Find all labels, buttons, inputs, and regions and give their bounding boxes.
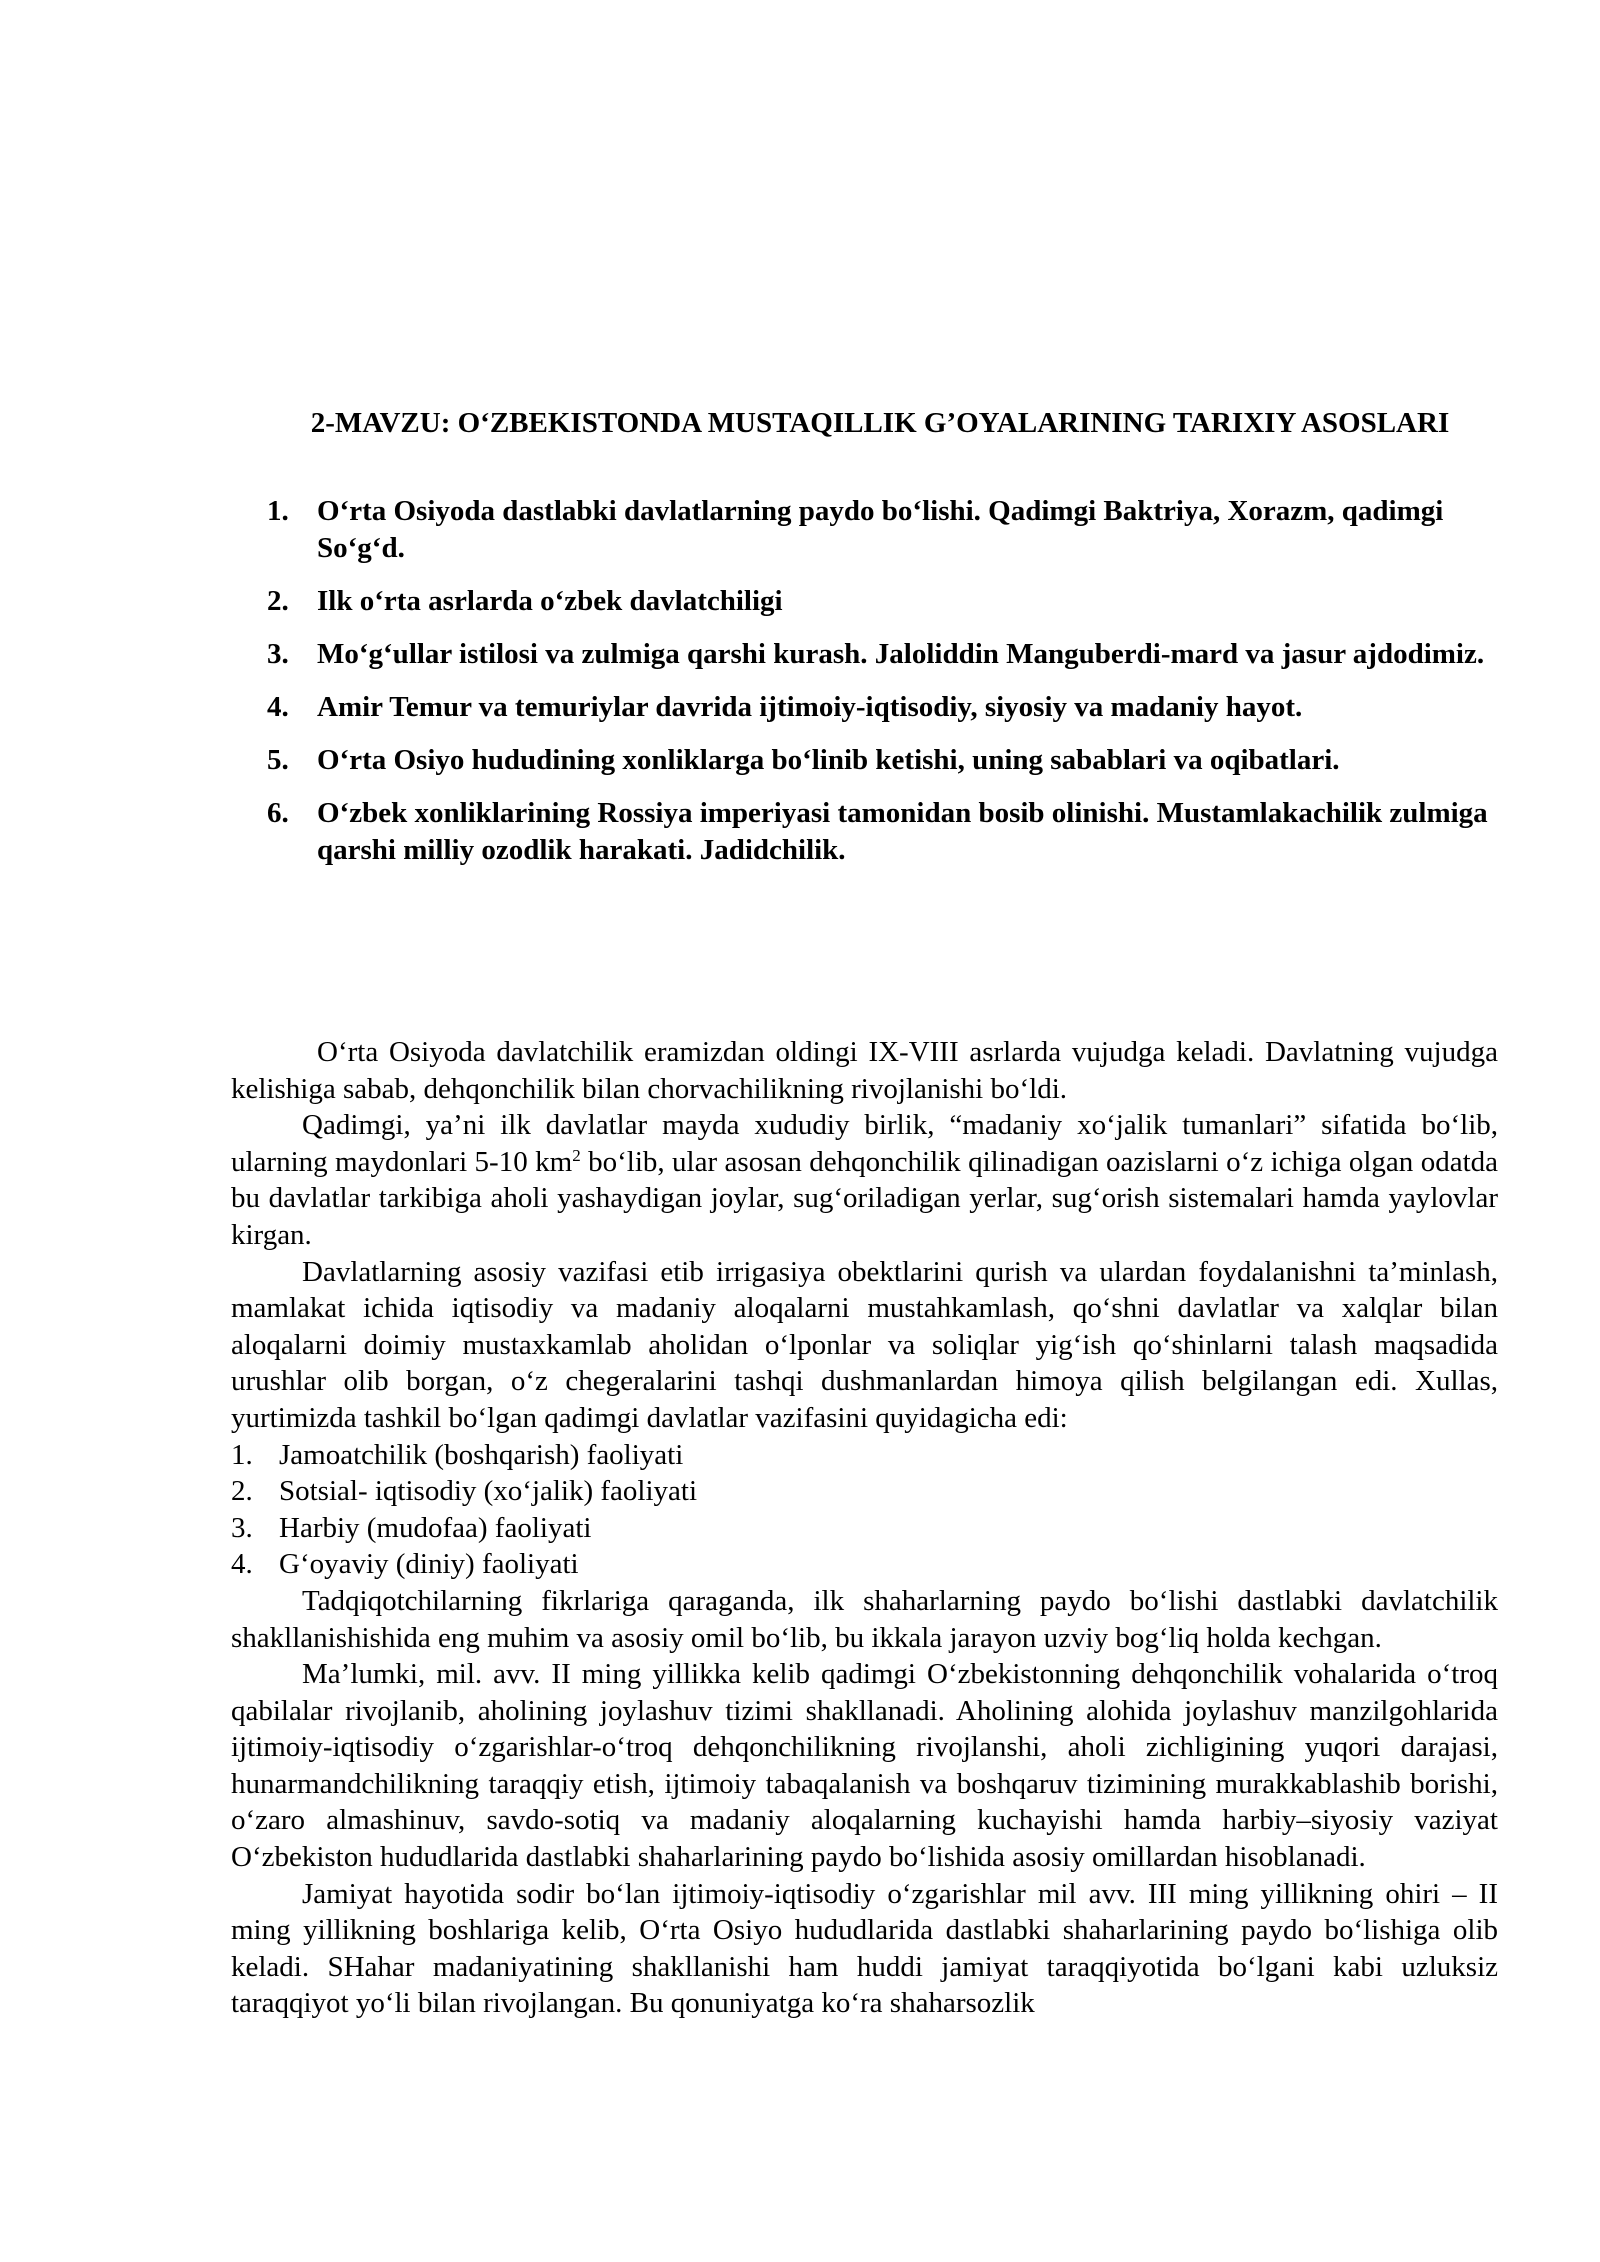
topic-item [250, 583, 1500, 620]
topic-list [250, 493, 1500, 885]
body-text [231, 1034, 1498, 2022]
topic-item [250, 795, 1500, 869]
topic-number: 4. [267, 691, 289, 723]
paragraph-text: bo‘lib, ular asosan dehqonchilik qilinadigan oazislarni o‘z ichiga olgan odatda bu davlatlar tarkibiga aholi yashaydigan joylar, sug‘oriladigan yerlar, sug‘orish sistemalari hamda yaylovlar kirgan. [231, 1145, 1498, 1251]
paragraph: O‘rta Osiyoda davlatchilik eramizdan oldingi IX-VIII asrlarda vujudga keladi. Davlatning vujudga kelishiga sabab, dehqonchilik bilan chorvachilikning rivojlanishi bo‘ldi. [231, 1036, 1498, 1105]
list-item [231, 1510, 1498, 1547]
topic-number: 5. [267, 744, 289, 776]
paragraph-text: Qadimgi, ya’ni ilk davlatlar mayda xududiy birlik, “madaniy xo‘jalik tumanlari” sifatida bo‘lib, ularning maydonlari 5-10 km [231, 1109, 1498, 1178]
list-number: 4. [231, 1548, 253, 1581]
paragraph [231, 1107, 1498, 1253]
list-text: Jamoatchilik (boshqarish) faoliyati [279, 1438, 684, 1471]
topic-item [250, 742, 1500, 779]
topic-text: Amir Temur va temuriylar davrida ijtimoiy-iqtisodiy, siyosiy va madaniy hayot. [317, 691, 1303, 723]
superscript: 2 [572, 1145, 581, 1165]
list-number: 3. [231, 1511, 253, 1544]
paragraph: Ma’lumki, mil. avv. II ming yillikka kelib qadimgi O‘zbekistonning dehqonchilik vohalarida o‘troq qabilalar rivojlanib, aholining joylashuv tizimi shakllanadi. Aholining alohida joylashuv manzilgohlarida ijtimoiy-iqtisodiy o‘zgarishlar-o‘troq dehqonchilikning rivojlanshi, aholi zichligining yuqori darajasi, hunarmandchilikning taraqqiy etish, ijtimoiy tabaqalanish va boshqaruv tizimining murakkablashib borishi, o‘zaro almashinuv, savdo-sotiq va madaniy aloqalarning kuchayishi hamda harbiy–siyosiy vaziyat O‘zbekiston hududlarida dastlabki shaharlarining paydo bo‘lishida asosiy omillardan hisoblanadi. [231, 1658, 1498, 1874]
list-text: Sotsial- iqtisodiy (xo‘jalik) faoliyati [279, 1475, 698, 1508]
topic-text: Ilk o‘rta asrlarda o‘zbek davlatchiligi [317, 585, 783, 617]
topic-item [250, 636, 1500, 673]
list-item [231, 1473, 1498, 1510]
list-text: G‘oyaviy (diniy) faoliyati [279, 1548, 579, 1581]
topic-number: 3. [267, 638, 289, 670]
topic-number: 2. [267, 585, 289, 617]
paragraph: Davlatlarning asosiy vazifasi etib irrigasiya obektlarini qurish va ulardan foydalanishni ta’minlash, mamlakat ichida iqtisodiy va madaniy aloqalarni mustahkamlash, qo‘shni davlatlar va xalqlar bilan aloqalarni doimiy mustaxkamlab aholidan o‘lponlar va soliqlar yig‘ish qo‘shinlarni talash maqsadida urushlar olib borgan, o‘z chegeralarini tashqi dushmanlardan himoya qilish belgilangan edi. Xullas, yurtimizda tashkil bo‘lgan qadimgi davlatlar vazifasini quyidagicha edi: [231, 1255, 1498, 1434]
topic-text: Mo‘g‘ullar istilosi va zulmiga qarshi kurash. Jaloliddin Manguberdi-mard va jasur ajdodimiz. [317, 638, 1485, 670]
list-item [231, 1546, 1498, 1583]
page-title: 2-MAVZU: O‘ZBEKISTONDA MUSTAQILLIK G’OYALARINING TARIXIY ASOSLARI [310, 407, 1450, 439]
topic-number: 1. [267, 495, 289, 527]
topic-text: O‘rta Osiyo hududining xonliklarga bo‘linib ketishi, uning sabablari va oqibatlari. [317, 744, 1340, 776]
list-item [231, 1437, 1498, 1474]
list-number: 1. [231, 1438, 253, 1471]
topic-text: O‘zbek xonliklarining Rossiya imperiyasi tamonidan bosib olinishi. Mustamlakachilik zulmiga qarshi milliy ozodlik harakati. Jadidchilik. [317, 797, 1488, 866]
list-text: Harbiy (mudofaa) faoliyati [279, 1511, 592, 1544]
topic-number: 6. [267, 797, 289, 829]
paragraph: Tadqiqotchilarning fikrlariga qaraganda, ilk shaharlarning paydo bo‘lishi dastlabki davlatchilik shakllanishishida eng muhim va asosiy omil bo‘lib, bu ikkala jarayon uzviy bog‘liq holda kechgan. [231, 1584, 1498, 1654]
topic-text: O‘rta Osiyoda dastlabki davlatlarning paydo bo‘lishi. Qadimgi Baktriya, Xorazm, qadimgi So‘g‘d. [317, 495, 1444, 564]
topic-item [250, 493, 1500, 567]
paragraph: Jamiyat hayotida sodir bo‘lan ijtimoiy-iqtisodiy o‘zgarishlar mil avv. III ming yillikning ohiri – II ming yillikning boshlariga kelib, O‘rta Osiyo hududlarida dastlabki shaharlarining paydo bo‘lishiga olib keladi. SHahar madaniyatining shakllanishi ham huddi jamiyat taraqqiyotida bo‘lgani kabi uzluksiz taraqqiyot yo‘li bilan rivojlangan. Bu qonuniyatga ko‘ra shaharsozlik [231, 1877, 1498, 2020]
topic-item [250, 689, 1500, 726]
list-number: 2. [231, 1475, 253, 1508]
state-functions-list [231, 1437, 1498, 1583]
